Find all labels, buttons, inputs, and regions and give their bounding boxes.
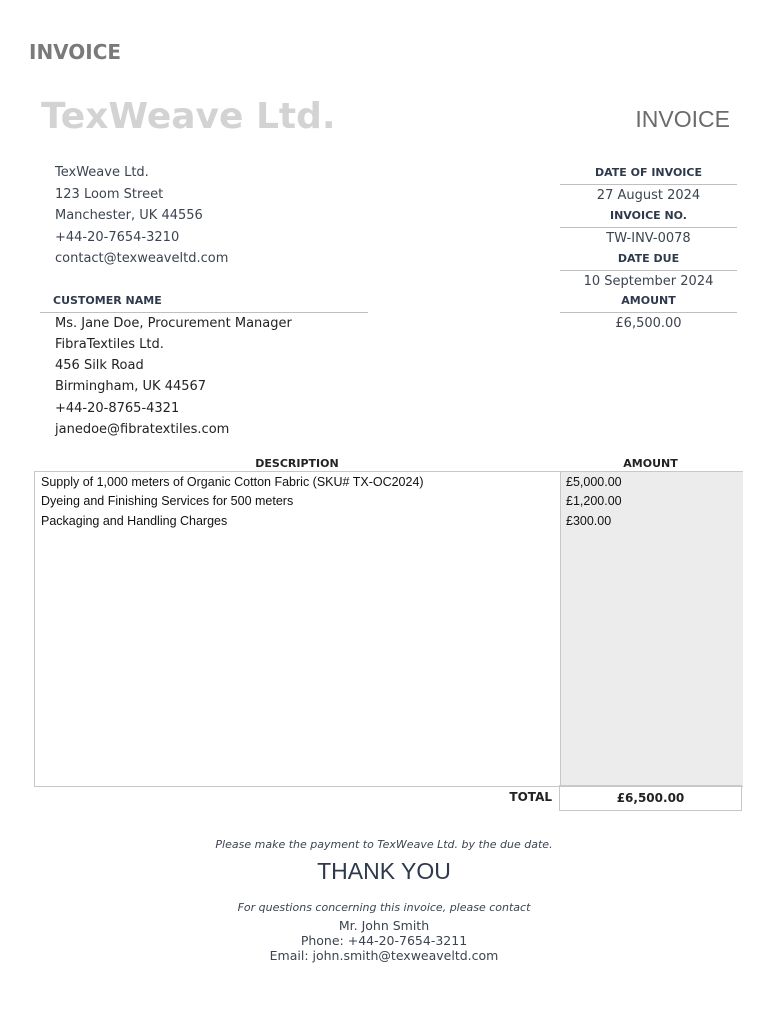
- customer-name-label: CUSTOMER NAME: [53, 294, 162, 307]
- customer-line: Birmingham, UK 44567: [55, 379, 207, 394]
- company-address-line: 123 Loom Street: [55, 187, 164, 202]
- total-label: TOTAL: [509, 790, 552, 804]
- company-address-line: Manchester, UK 44556: [55, 208, 203, 223]
- amount-value: £6,500.00: [615, 316, 682, 331]
- item-description: Supply of 1,000 meters of Organic Cotton Fabric (SKU# TX-OC2024): [41, 475, 424, 489]
- divider: [560, 184, 737, 185]
- amount-label: AMOUNT: [621, 294, 676, 307]
- customer-email: janedoe@fibratextiles.com: [55, 422, 230, 437]
- date-of-invoice-label: DATE OF INVOICE: [595, 166, 702, 179]
- contact-name: Mr. John Smith: [338, 918, 430, 933]
- customer-phone: +44-20-8765-4321: [55, 401, 180, 416]
- contact-email: Email: john.smith@texweaveltd.com: [269, 948, 499, 963]
- item-description: Dyeing and Finishing Services for 500 meters: [41, 494, 294, 508]
- thank-you-text: THANK YOU: [317, 858, 451, 884]
- description-column-header: DESCRIPTION: [255, 457, 339, 470]
- item-description: Packaging and Handling Charges: [41, 514, 228, 528]
- item-amount: £300.00: [566, 514, 612, 528]
- item-amount: £1,200.00: [566, 494, 622, 508]
- company-name-logo: TexWeave Ltd.: [41, 96, 336, 137]
- invoice-no-label: INVOICE NO.: [610, 209, 687, 222]
- divider: [560, 270, 737, 271]
- date-due-value: 10 September 2024: [583, 274, 714, 289]
- company-email: contact@texweaveltd.com: [55, 251, 229, 266]
- total-value: £6,500.00: [559, 785, 742, 811]
- invoice-no-value: TW-INV-0078: [606, 231, 691, 246]
- item-amount: £5,000.00: [566, 475, 622, 489]
- divider: [40, 312, 368, 313]
- divider: [560, 227, 737, 228]
- date-due-label: DATE DUE: [617, 252, 680, 265]
- invoice-title: INVOICE: [635, 106, 730, 132]
- divider: [560, 312, 737, 313]
- company-phone: +44-20-7654-3210: [55, 230, 180, 245]
- customer-line: Ms. Jane Doe, Procurement Manager: [55, 316, 292, 331]
- questions-note: For questions concerning this invoice, please contact: [237, 901, 531, 914]
- document-heading: INVOICE: [29, 40, 122, 64]
- amount-column-header: AMOUNT: [623, 457, 678, 470]
- payment-note: Please make the payment to TexWeave Ltd. by the due date.: [215, 838, 553, 851]
- company-address-line: TexWeave Ltd.: [55, 165, 149, 180]
- customer-line: FibraTextiles Ltd.: [55, 337, 164, 352]
- date-of-invoice-value: 27 August 2024: [596, 188, 701, 203]
- contact-phone: Phone: +44-20-7654-3211: [300, 933, 468, 948]
- customer-line: 456 Silk Road: [55, 358, 144, 373]
- line-items-table: [34, 471, 743, 787]
